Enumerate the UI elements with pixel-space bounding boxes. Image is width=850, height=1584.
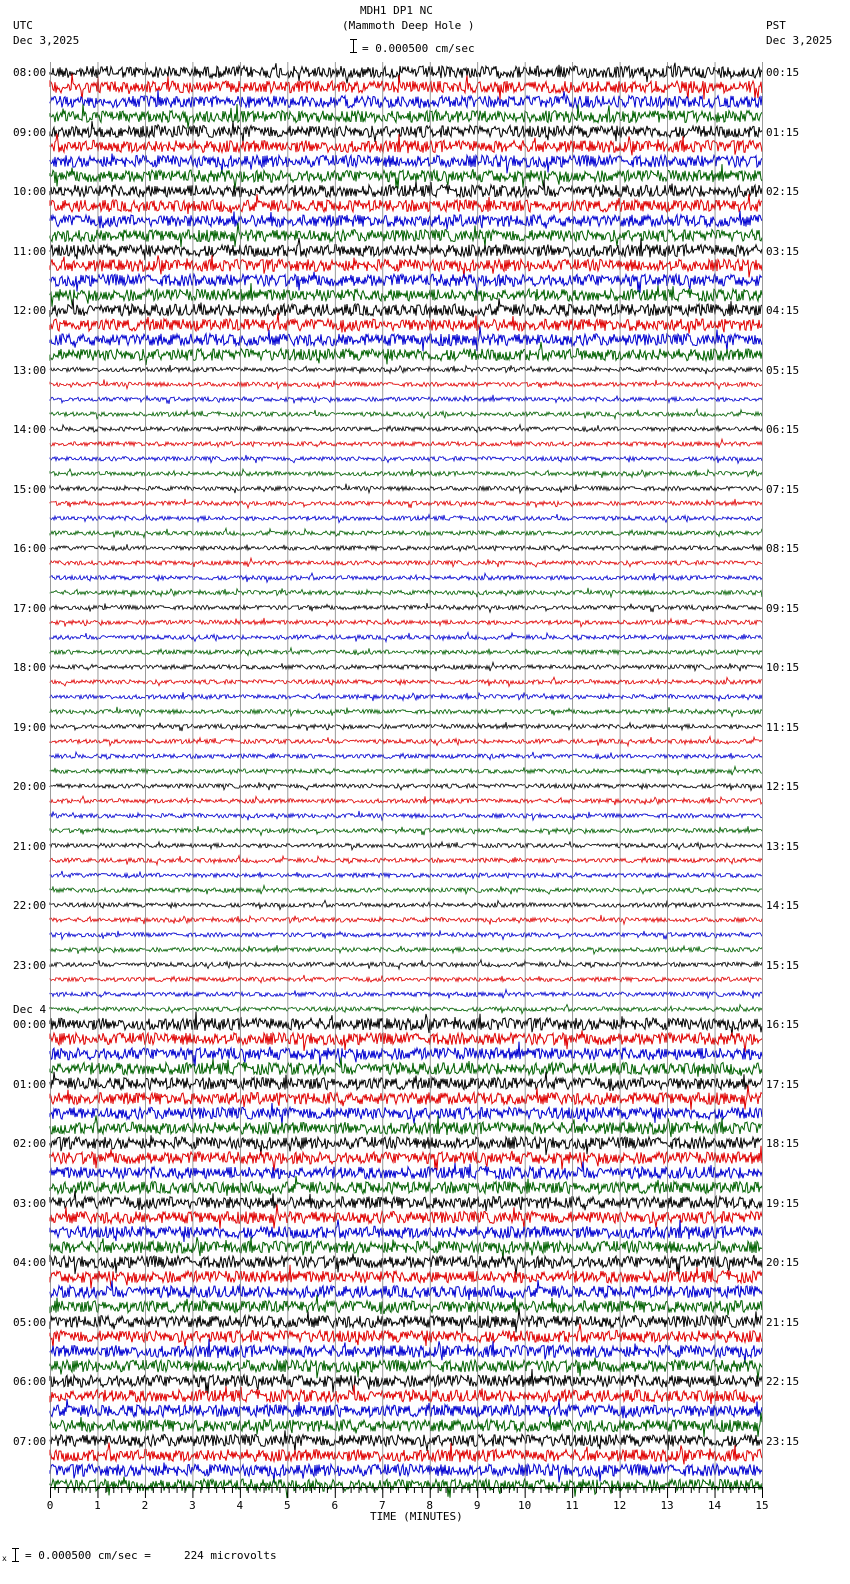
- trace-group: [50, 63, 762, 1498]
- trace-row: [50, 313, 762, 334]
- right-hour-label: 22:15: [766, 1375, 800, 1388]
- trace-row: [50, 134, 762, 156]
- right-hour-label: 23:15: [766, 1434, 800, 1448]
- trace-row: [50, 1413, 762, 1437]
- trace-row: [50, 722, 762, 731]
- trace-row: [50, 409, 762, 418]
- trace-row: [50, 603, 762, 612]
- x-tick-label: 0: [46, 1499, 54, 1512]
- trace-row: [50, 1085, 762, 1109]
- right-hour-label: 05:15: [766, 363, 800, 377]
- x-tick-label: 4: [236, 1499, 244, 1512]
- trace-row: [50, 915, 762, 925]
- trace-row: [50, 283, 762, 307]
- right-timezone: PST: [766, 19, 786, 32]
- trace-row: [50, 1463, 762, 1483]
- trace-row: [50, 1072, 762, 1091]
- right-hour-label: 21:15: [766, 1315, 800, 1329]
- right-hour-label: 02:15: [766, 185, 800, 198]
- right-hour-label: 06:15: [766, 423, 800, 436]
- trace-row: [50, 826, 762, 835]
- trace-row: [50, 342, 762, 365]
- x-axis-title: TIME (MINUTES): [370, 1510, 463, 1523]
- trace-row: [50, 1012, 762, 1037]
- left-hour-label: 12:00: [13, 304, 47, 317]
- right-hour-label: 04:15: [766, 304, 800, 317]
- trace-row: [50, 1042, 762, 1067]
- x-tick-label: 12: [612, 1499, 627, 1512]
- x-tick-label: 10: [518, 1499, 532, 1512]
- trace-row: [50, 692, 762, 701]
- station-title: MDH1 DP1 NC: [360, 4, 433, 17]
- trace-row: [50, 1204, 762, 1229]
- trace-row: [50, 871, 762, 879]
- trace-row: [50, 164, 762, 189]
- trace-row: [50, 180, 762, 197]
- trace-row: [50, 298, 762, 318]
- trace-row: [50, 796, 762, 805]
- right-date: Dec 3,2025: [766, 34, 833, 47]
- trace-row: [50, 766, 762, 775]
- left-timezone: UTC: [13, 19, 33, 32]
- left-hour-label: 00:00: [13, 1018, 47, 1031]
- left-hour-label: 13:00: [13, 363, 47, 377]
- trace-row: [50, 1443, 762, 1465]
- x-tick-label: 13: [660, 1499, 674, 1512]
- trace-row: [50, 425, 762, 433]
- trace-row: [50, 380, 762, 390]
- left-hour-label: 19:00: [13, 720, 47, 734]
- scale-label: = 0.000500 cm/sec: [362, 42, 475, 55]
- left-hour-label: 11:00: [13, 244, 47, 258]
- right-hour-label: 17:15: [766, 1077, 800, 1091]
- time-axis: [47, 1487, 769, 1512]
- left-hour-label: 16:00: [13, 542, 47, 555]
- trace-row: [50, 632, 762, 641]
- trace-row: [50, 395, 762, 404]
- left-hour-label: 03:00: [13, 1196, 47, 1210]
- left-hour-label: 04:00: [13, 1256, 47, 1269]
- trace-row: [50, 945, 762, 954]
- trace-row: [50, 1176, 762, 1196]
- trace-row: [50, 1324, 762, 1348]
- trace-row: [50, 990, 762, 999]
- trace-row: [50, 1265, 762, 1289]
- trace-row: [50, 455, 762, 463]
- footer-mark: x: [2, 1554, 7, 1563]
- trace-row: [50, 544, 762, 551]
- x-tick-label: 8: [426, 1499, 434, 1512]
- footer-scale-note: = 0.000500 cm/sec = 224 microvolts: [25, 1549, 277, 1562]
- trace-row: [50, 1237, 762, 1260]
- trace-row: [50, 618, 762, 627]
- left-hour-label: 02:00: [13, 1137, 47, 1150]
- trace-row: [50, 1135, 762, 1155]
- left-hour-label: 21:00: [13, 839, 47, 853]
- trace-row: [50, 1385, 762, 1404]
- trace-row: [50, 1399, 762, 1418]
- trace-row: [50, 1162, 762, 1179]
- left-hour-label: 07:00: [13, 1434, 47, 1448]
- trace-row: [50, 499, 762, 508]
- trace-row: [50, 885, 762, 894]
- trace-row: [50, 856, 762, 865]
- x-tick-label: 5: [284, 1499, 291, 1512]
- left-hour-label: 14:00: [13, 423, 47, 436]
- trace-row: [50, 514, 762, 523]
- x-tick-label: 9: [473, 1499, 481, 1512]
- trace-row: [50, 975, 762, 983]
- trace-row: [50, 811, 762, 820]
- footer-scale-bar-icon: [12, 1548, 19, 1562]
- trace-row: [50, 588, 762, 597]
- trace-row: [50, 1309, 762, 1333]
- right-hour-label: 12:15: [766, 780, 800, 793]
- right-hour-label: 19:15: [766, 1196, 800, 1210]
- x-tick-label: 15: [755, 1499, 769, 1512]
- x-tick-label: 3: [189, 1499, 196, 1512]
- right-hour-label: 10:15: [766, 661, 800, 674]
- trace-row: [50, 1191, 762, 1211]
- trace-row: [50, 439, 762, 448]
- trace-row: [50, 1280, 762, 1300]
- trace-row: [50, 558, 762, 567]
- trace-row: [50, 211, 762, 230]
- right-hour-label: 13:15: [766, 839, 800, 853]
- trace-row: [50, 255, 762, 278]
- trace-row: [50, 104, 762, 128]
- trace-row: [50, 484, 762, 493]
- left-hour-label: 15:00: [13, 482, 47, 496]
- left-hour-label: 09:00: [13, 125, 47, 139]
- trace-row: [50, 648, 762, 656]
- x-tick-label: 6: [331, 1499, 339, 1512]
- left-date: Dec 3,2025: [13, 34, 80, 47]
- x-tick-label: 14: [707, 1499, 722, 1512]
- trace-row: [50, 63, 762, 83]
- right-hour-label: 14:15: [766, 899, 800, 912]
- trace-row: [50, 528, 762, 537]
- trace-row: [50, 74, 762, 100]
- trace-row: [50, 238, 762, 260]
- trace-row: [50, 1005, 762, 1014]
- left-hour-label: 23:00: [13, 958, 47, 972]
- trace-row: [50, 90, 762, 108]
- trace-row: [50, 662, 762, 671]
- trace-row: [50, 194, 762, 214]
- left-hour-label: 20:00: [13, 780, 47, 793]
- trace-row: [50, 1430, 762, 1452]
- trace-row: [50, 365, 762, 374]
- trace-row: [50, 782, 762, 790]
- left-hour-label: 22:00: [13, 899, 47, 912]
- trace-row: [50, 900, 762, 909]
- trace-row: [50, 121, 762, 143]
- trace-row: [50, 327, 762, 352]
- header-scale-bar-icon: [350, 39, 357, 53]
- x-tick-label: 11: [565, 1499, 579, 1512]
- left-hour-label: 10:00: [13, 185, 47, 198]
- trace-row: [50, 677, 762, 686]
- left-hour-label: 17:00: [13, 601, 47, 615]
- trace-row: [50, 930, 762, 939]
- left-hour-label: 05:00: [13, 1315, 47, 1329]
- left-hour-label: 01:00: [13, 1077, 47, 1091]
- right-hour-label: 01:15: [766, 125, 800, 139]
- trace-row: [50, 1103, 762, 1125]
- right-hour-label: 20:15: [766, 1256, 800, 1269]
- x-tick-label: 1: [94, 1499, 101, 1512]
- right-hour-label: 08:15: [766, 542, 800, 555]
- right-hour-label: 16:15: [766, 1018, 800, 1031]
- right-hour-label: 07:15: [766, 482, 800, 496]
- trace-row: [50, 1295, 762, 1316]
- right-hour-label: 00:15: [766, 66, 800, 79]
- right-hour-label: 15:15: [766, 958, 800, 972]
- x-tick-label: 2: [141, 1499, 149, 1512]
- trace-row: [50, 841, 762, 849]
- station-location: (Mammoth Deep Hole ): [342, 19, 475, 32]
- trace-row: [50, 737, 762, 746]
- left-hour-label: 08:00: [13, 66, 47, 79]
- right-hour-label: 11:15: [766, 720, 800, 734]
- trace-row: [50, 707, 762, 717]
- trace-row: [50, 1254, 762, 1275]
- date-change-label: Dec 4: [13, 1003, 47, 1016]
- left-hour-label: 06:00: [13, 1375, 47, 1388]
- trace-row: [50, 1057, 762, 1076]
- trace-row: [50, 469, 762, 478]
- right-hour-label: 18:15: [766, 1137, 800, 1150]
- trace-row: [50, 573, 762, 582]
- right-hour-label: 03:15: [766, 244, 800, 258]
- left-hour-label: 18:00: [13, 661, 47, 674]
- x-tick-label: 7: [378, 1499, 386, 1512]
- trace-row: [50, 752, 762, 760]
- trace-row: [50, 960, 762, 969]
- right-hour-label: 09:15: [766, 601, 800, 615]
- trace-row: [50, 154, 762, 174]
